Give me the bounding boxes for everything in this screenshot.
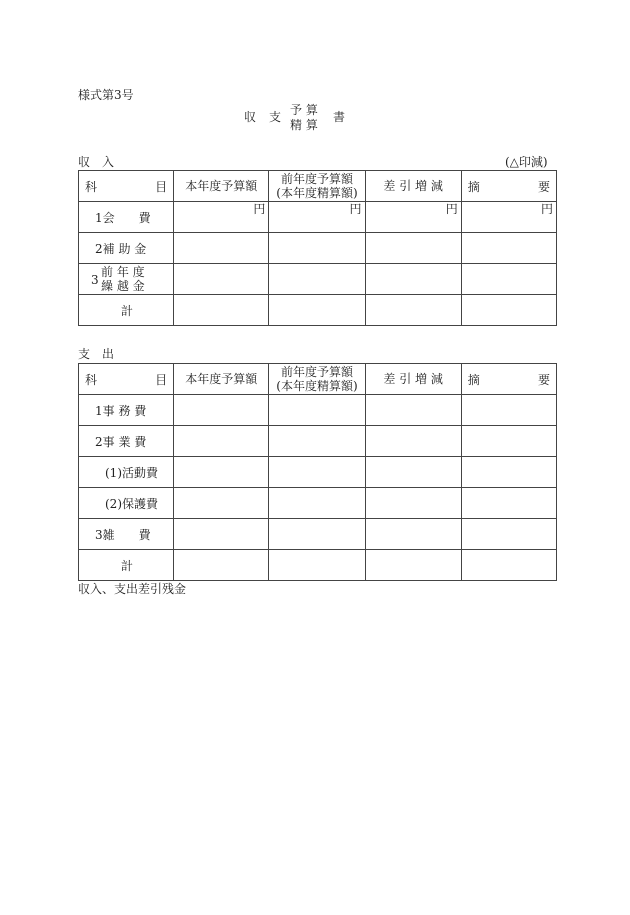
cell: [174, 233, 269, 264]
table-row: [79, 457, 557, 488]
expense-header-row: [79, 364, 557, 395]
balance-footer: 収入、支出差引残金: [78, 582, 187, 596]
cell: [461, 264, 556, 295]
header-subject: 科 目: [79, 364, 174, 395]
cell: [269, 264, 365, 295]
table-row: [79, 488, 557, 519]
row-label: 3雑 費: [79, 519, 174, 550]
table-row: [79, 264, 557, 295]
cell: [461, 295, 556, 326]
decrease-note: (△印減): [505, 155, 548, 169]
cell: [461, 233, 556, 264]
header-remarks: 摘 要: [461, 171, 556, 202]
cell: [174, 519, 269, 550]
title-char-end: 書: [333, 110, 346, 124]
cell: [269, 519, 365, 550]
total-label: 計: [79, 550, 174, 581]
table-row: [79, 519, 557, 550]
cell: [365, 264, 461, 295]
income-table: [78, 170, 557, 326]
cell: [365, 550, 461, 581]
cell: [269, 395, 365, 426]
unit-cell: 円: [365, 202, 461, 233]
income-header-row: [79, 171, 557, 202]
row-label-line2: 繰 越 金: [101, 279, 145, 293]
cell: [365, 519, 461, 550]
row-label: (2)保護費: [79, 488, 174, 519]
table-row: [79, 550, 557, 581]
cell: [461, 488, 556, 519]
title-char-2: 支: [269, 110, 282, 124]
cell: [461, 457, 556, 488]
cell: [174, 457, 269, 488]
cell: [461, 426, 556, 457]
cell: [461, 550, 556, 581]
cell: [269, 233, 365, 264]
row-label: 1事 務 費: [79, 395, 174, 426]
row-label: 2事 業 費: [79, 426, 174, 457]
cell: [174, 295, 269, 326]
cell: [269, 295, 365, 326]
unit-cell: 円: [269, 202, 365, 233]
unit-cell: 円: [174, 202, 269, 233]
header-difference: 差 引 増 減: [365, 364, 461, 395]
table-row: [79, 426, 557, 457]
cell: [174, 488, 269, 519]
cell: [174, 550, 269, 581]
header-prev-budget: 前年度予算額 (本年度精算額): [269, 171, 365, 202]
cell: [269, 550, 365, 581]
cell: [269, 426, 365, 457]
header-difference: 差 引 増 減: [365, 171, 461, 202]
cell: [365, 488, 461, 519]
header-current-budget: 本年度予算額: [174, 171, 269, 202]
cell: [269, 457, 365, 488]
expense-table: [78, 363, 557, 581]
header-remarks: 摘 要: [461, 364, 556, 395]
cell: [269, 488, 365, 519]
title-stack-top: 予 算: [290, 103, 318, 117]
unit-cell: 円: [461, 202, 556, 233]
cell: [365, 233, 461, 264]
table-row: [79, 202, 557, 233]
cell: [174, 426, 269, 457]
table-row: [79, 233, 557, 264]
row-label: 2補 助 金: [79, 233, 174, 264]
table-row: [79, 395, 557, 426]
header-subject: 科 目: [79, 171, 174, 202]
title-char-1: 収: [244, 110, 257, 124]
title-stack-bottom: 精 算: [290, 118, 318, 132]
expense-section-label: 支 出: [78, 347, 115, 361]
row-label-line1: 前 年 度: [101, 265, 145, 279]
income-section-label: 収 入: [78, 155, 115, 169]
cell: [461, 519, 556, 550]
row-label: [79, 264, 174, 295]
table-row: [79, 295, 557, 326]
header-current-budget: 本年度予算額: [174, 364, 269, 395]
cell: [365, 395, 461, 426]
cell: [365, 457, 461, 488]
row-number: 3: [91, 273, 99, 287]
cell: [461, 395, 556, 426]
cell: [174, 395, 269, 426]
cell: [365, 295, 461, 326]
form-number: 様式第3号: [78, 88, 134, 102]
header-prev-budget: 前年度予算額 (本年度精算額): [269, 364, 365, 395]
row-label: 1会 費: [79, 202, 174, 233]
cell: [174, 264, 269, 295]
cell: [365, 426, 461, 457]
row-label: (1)活動費: [79, 457, 174, 488]
total-label: 計: [79, 295, 174, 326]
